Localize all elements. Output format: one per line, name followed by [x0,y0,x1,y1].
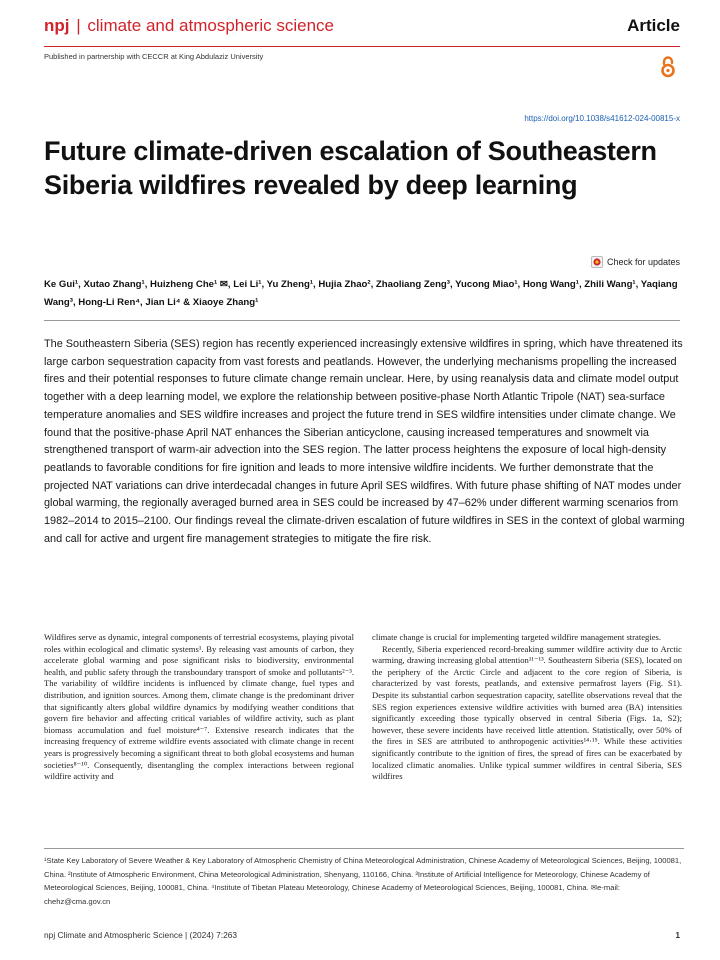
body-paragraph: Wildfires serve as dynamic, integral components of terrestrial ecosystems, playing pivotal roles within ecological and climatic systems¹. By releasing vast amounts of carbon, they accelerate global warming and pose significant risks to biodiversity, environmental health, and public safety through the transboundary transport of smoke and pollutants²⁻³. The variability of wildfire incidents is influenced by climate change, fuel types and distribution, and ignition sources. Among them, climate change is the predominant driver that significantly alters global wildfire dynamics by modifying weather conditions that govern fire behavior and affecting critical variables of wildfire activity, such as plant biomass accumulation and fuel moisture⁴⁻⁷. Extensive research indicates that the increasing frequency of extreme wildfire events associated with climate change in recent years is progressively becoming a significant threat to both global ecosystems and human societies⁸⁻¹⁰. Consequently, disentangling the complex interactions between regional wildfire activity and [44,632,354,782]
header-rule [44,46,680,47]
abstract: The Southeastern Siberia (SES) region has recently experienced increasingly extensive wildfires in spring, which have threatened its large carbon sequestration capacity from vast forests and peatlands. However, the underlying mechanisms propelling the increased fires and their potential responses to future climate change remain unclear. Here, by using reanalysis data and climate model output together with a deep learning model, we explore the relationship between positive-phase North Atlantic Tripole (NAT) sea-surface temperature anomalies and SES wildfire increases and project the future trend in SES wildfire intensities under climate change. We found that the positive-phase April NAT enhances the Siberian anticyclone, causing increased temperatures and snowmelt via strengthened transport of warm-air advection into the SES region. The latter process heightens the exposure of local high-density peatlands to favorable conditions for fire ignition and leads to more intensive wildfire incidents. We further demonstrate that the projected NAT variations can drive interdecadal changes in future April SES wildfires. With future phase shifting of NAT modes under global warming, the regionally averaged burned area in SES could be increased by 47–62% under different warming scenarios from 1982–2014 to 2015–2100. Our findings reveal the climate-driven escalation of future wildfires in SES in the context of global warming and call for active and urgent fire management strategies to mitigate the fire risk. [44,338,685,545]
page-number: 1 [675,930,680,940]
footer-citation: npj Climate and Atmospheric Science | (2024) 7:263 [44,930,238,940]
article-title: Future climate-driven escalation of Southeastern Siberia wildfires revealed by deep learning [44,136,657,200]
author-list: Ke Gui¹, Xutao Zhang¹, Huizheng Che¹ ✉, Lei Li¹, Yu Zheng¹, Hujia Zhao², Zhaoliang Zeng³, Yucong Miao¹, Hong Wang¹, Zhili Wang¹, Yaqiang Wang³, Hong-Li Ren⁴, Jian Li⁴ & Xiaoye Zhang¹ [44,279,678,308]
open-access-icon [660,56,676,78]
check-updates-button[interactable] [591,256,680,268]
body-column-left [44,632,354,783]
affiliations: ¹State Key Laboratory of Severe Weather & Key Laboratory of Atmospheric Chemistry of China Meteorological Administration, Chinese Academy of Meteorological Sciences, Beijing, 100081, China. ²Institute of Atmospheric Environment, China Meteorological Administration, Shenyang, 110166, China. ³Institute of Artificial Intelligence for Meteorology, Chinese Academy of Meteorological Sciences, Beijing, 100081, China. ⁴Institute of Tibetan Plateau Meteorology, Chinese Academy of Meteorological Sciences, Beijing, 100081, China. ✉e-mail: chehz@cma.gov.cn [44,856,682,906]
body-paragraph: climate change is crucial for implementing targeted wildfire management strategies. [372,632,662,642]
affiliation-rule [44,848,684,849]
journal-prefix: npj [44,16,70,35]
article-type: Article [627,16,680,35]
journal-name: climate and atmospheric science [87,16,335,35]
abstract-rule [44,320,680,321]
check-updates-icon [591,256,603,268]
body-paragraph: Recently, Siberia experienced record-breaking summer wildfire activity due to Arctic warming, drawing increasing global attention¹¹⁻¹³. Southeastern Siberia (SES), located on the periphery of the Arctic Circle and adjacent to the core region of Siberia, is characterized by vast forests, peatlands, and extensive permafrost layers (Fig. S1). Despite its substantial carbon sequestration capacity, satellite observations reveal that the SES region experiences extensive wildfire activities with burned area (BA) intensities significantly exceeding those typically observed in central Siberia (Figs. 1a, S2); however, these severe incidents have received little attention. Statistically, over 50% of the fires in SES are attributed to anthropogenic activities¹⁴·¹⁵. While these activities significantly contribute to the ignition of fires, the spread of fires can be exacerbated by localized climatic anomalies. Unlike typical summer wildfires in central Siberia, SES wildfires [372,643,682,782]
journal-separator: | [76,16,81,35]
body-column-right [372,632,682,783]
check-updates-label: Check for updates [606,257,680,267]
partnership-note: Published in partnership with CECCR at King Abdulaziz University [44,52,264,61]
doi-link[interactable]: https://doi.org/10.1038/s41612-024-00815-x [524,114,680,123]
journal-title [44,16,334,36]
